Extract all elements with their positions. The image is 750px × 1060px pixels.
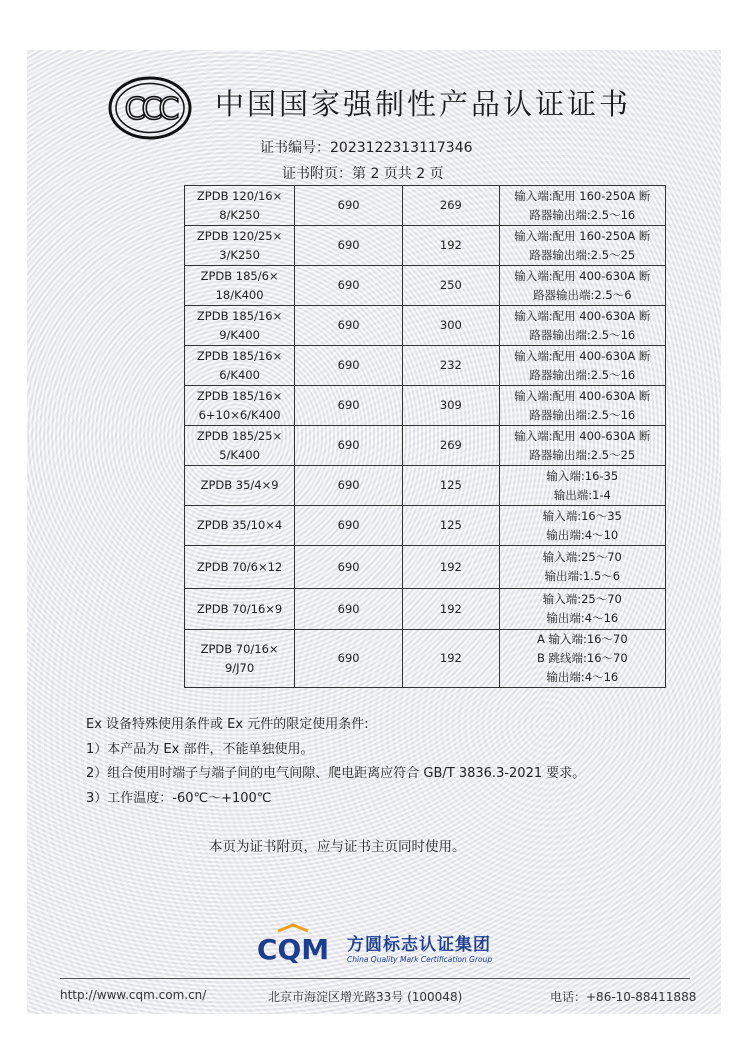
wire-range-cell xyxy=(499,546,665,589)
condition-line: 1）本产品为 Ex 部件，不能单独使用。 xyxy=(86,741,314,757)
wire-range-cell-line: A 输入端:16～70 xyxy=(536,632,628,646)
table-row xyxy=(185,186,666,226)
wire-range-cell xyxy=(499,306,665,346)
certificate-title: 中国国家强制性产品认证证书 xyxy=(215,87,632,121)
model-cell-line: 8/K250 xyxy=(219,207,260,222)
model-cell-line: 5/K400 xyxy=(219,447,260,462)
model-cell-line: ZPDB 185/6× xyxy=(200,268,279,283)
model-cell-line: ZPDB 35/4×9 xyxy=(200,478,279,492)
wire-range-cell-line: 输出端:4～16 xyxy=(546,670,619,684)
model-cell xyxy=(185,266,295,306)
current-cell: 192 xyxy=(403,546,499,589)
model-cell-line: 6+10×6/K400 xyxy=(198,407,281,422)
wire-range-cell-line: 路器输出端:2.5～16 xyxy=(529,407,636,422)
wire-range-cell-line: B 跳线端:16～70 xyxy=(536,651,628,665)
voltage-cell: 690 xyxy=(295,589,403,630)
product-spec-table xyxy=(184,185,666,688)
wire-range-cell-line: 输出端:1-4 xyxy=(553,487,611,502)
wire-range-cell xyxy=(499,589,665,630)
wire-range-cell-line: 输入端:配用 400-630A 断 xyxy=(514,268,651,283)
wire-range-cell-line: 输入端:配用 400-630A 断 xyxy=(514,348,651,363)
annex-note: 本页为证书附页，应与证书主页同时使用。 xyxy=(209,839,466,855)
current-cell: 269 xyxy=(403,426,499,466)
model-cell-line: 9/J70 xyxy=(224,660,255,675)
wire-range-cell-line: 输入端:16-35 xyxy=(546,468,619,483)
wire-range-cell xyxy=(499,506,665,546)
certificate-number-label: 证书编号： xyxy=(260,140,330,156)
table-row xyxy=(185,226,666,266)
model-cell xyxy=(185,589,295,630)
model-cell-line: ZPDB 185/16× xyxy=(196,308,283,323)
wire-range-cell-line: 输入端:25～70 xyxy=(542,592,622,606)
model-cell-line: ZPDB 70/16×9 xyxy=(196,601,283,616)
voltage-cell: 690 xyxy=(295,506,403,546)
model-cell-line: 18/K400 xyxy=(215,287,264,302)
model-cell-line: ZPDB 70/6×12 xyxy=(196,559,283,574)
wire-range-cell xyxy=(499,630,665,688)
model-cell xyxy=(185,186,295,226)
ccc-mark-logo xyxy=(108,76,192,140)
wire-range-cell-line: 路器输出端:2.5～25 xyxy=(529,447,636,462)
current-cell: 232 xyxy=(403,346,499,386)
condition-line: Ex 设备特殊使用条件或 Ex 元件的限定使用条件: xyxy=(86,717,369,732)
wire-range-cell-line: 输入端:配用 400-630A 断 xyxy=(514,388,651,403)
issuer-name-cn: 方圆标志认证集团 xyxy=(347,935,491,955)
wire-range-cell-line: 输入端:配用 400-630A 断 xyxy=(514,308,651,323)
model-cell-line: ZPDB 185/16× xyxy=(196,348,283,363)
wire-range-cell xyxy=(499,186,665,226)
current-cell: 125 xyxy=(403,466,499,506)
table-row xyxy=(185,589,666,630)
table-row xyxy=(185,306,666,346)
model-cell xyxy=(185,306,295,346)
current-cell: 192 xyxy=(403,226,499,266)
model-cell-line: ZPDB 120/16× xyxy=(196,188,283,203)
page-info-value: 第 2 页共 2 页 xyxy=(352,166,444,182)
model-cell xyxy=(185,466,295,506)
current-cell: 192 xyxy=(403,630,499,688)
footer-website-link[interactable]: http://www.cqm.com.cn/ xyxy=(60,988,207,1002)
model-cell-line: ZPDB 35/10×4 xyxy=(196,518,283,532)
wire-range-cell-line: 路器输出端:2.5～16 xyxy=(529,367,636,382)
voltage-cell: 690 xyxy=(295,426,403,466)
model-cell xyxy=(185,506,295,546)
current-cell: 125 xyxy=(403,506,499,546)
wire-range-cell-line: 输入端:25～70 xyxy=(542,550,622,564)
wire-range-cell-line: 输出端:4～10 xyxy=(546,527,619,542)
wire-range-cell-line: 路器输出端:2.5～25 xyxy=(529,247,636,262)
cqm-logo xyxy=(248,923,338,963)
voltage-cell: 690 xyxy=(295,226,403,266)
wire-range-cell xyxy=(499,426,665,466)
wire-range-cell-line: 输入端:配用 160-250A 断 xyxy=(514,188,651,203)
voltage-cell: 690 xyxy=(295,346,403,386)
table-row xyxy=(185,546,666,589)
wire-range-cell-line: 输入端:16～35 xyxy=(542,508,622,523)
model-cell-line: ZPDB 185/16× xyxy=(196,388,283,403)
model-cell-line: ZPDB 120/25× xyxy=(196,228,283,243)
footer-address: 北京市海淀区增光路33号 (100048) xyxy=(268,990,463,1004)
model-cell xyxy=(185,226,295,266)
voltage-cell: 690 xyxy=(295,630,403,688)
wire-range-cell xyxy=(499,466,665,506)
table-row xyxy=(185,506,666,546)
wire-range-cell-line: 路器输出端:2.5～16 xyxy=(529,327,636,342)
wire-range-cell-line: 输出端:1.5～6 xyxy=(544,569,621,583)
voltage-cell: 690 xyxy=(295,546,403,589)
wire-range-cell xyxy=(499,266,665,306)
table-row xyxy=(185,630,666,688)
wire-range-cell-line: 输出端:4～16 xyxy=(546,611,619,625)
voltage-cell: 690 xyxy=(295,266,403,306)
current-cell: 300 xyxy=(403,306,499,346)
wire-range-cell xyxy=(499,346,665,386)
cqm-logo-text: CQM xyxy=(256,933,330,963)
wire-range-cell xyxy=(499,226,665,266)
model-cell xyxy=(185,630,295,688)
table-row xyxy=(185,386,666,426)
wire-range-cell xyxy=(499,386,665,426)
model-cell xyxy=(185,386,295,426)
model-cell-line: ZPDB 70/16× xyxy=(200,641,279,656)
wire-range-cell-line: 路器输出端:2.5～6 xyxy=(533,287,632,302)
certificate-page-info xyxy=(282,163,444,183)
certificate-number-value: 2023122313117346 xyxy=(330,140,473,156)
ccc-logo-text: CCC xyxy=(124,92,176,127)
current-cell: 192 xyxy=(403,589,499,630)
model-cell xyxy=(185,426,295,466)
wire-range-cell-line: 路器输出端:2.5～16 xyxy=(529,207,636,222)
footer-divider xyxy=(60,978,690,979)
table-row xyxy=(185,346,666,386)
voltage-cell: 690 xyxy=(295,306,403,346)
model-cell xyxy=(185,346,295,386)
table-row xyxy=(185,466,666,506)
current-cell: 269 xyxy=(403,186,499,226)
certificate-number xyxy=(260,137,473,157)
wire-range-cell-line: 输入端:配用 160-250A 断 xyxy=(514,228,651,243)
model-cell-line: 6/K400 xyxy=(219,367,260,382)
special-conditions xyxy=(86,713,585,811)
model-cell xyxy=(185,546,295,589)
condition-line: 3）工作温度：-60℃～+100℃ xyxy=(86,790,272,806)
model-cell-line: ZPDB 185/25× xyxy=(196,428,283,443)
current-cell: 309 xyxy=(403,386,499,426)
voltage-cell: 690 xyxy=(295,386,403,426)
table-row xyxy=(185,266,666,306)
table-row xyxy=(185,426,666,466)
footer-telephone: 电话：+86-10-88411888 xyxy=(550,990,697,1004)
issuer-name-en: China Quality Mark Certification Group xyxy=(347,955,493,964)
model-cell-line: 3/K250 xyxy=(219,247,260,262)
voltage-cell: 690 xyxy=(295,466,403,506)
voltage-cell: 690 xyxy=(295,186,403,226)
page-info-label: 证书附页： xyxy=(282,166,352,182)
condition-line: 2）组合使用时端子与端子间的电气间隙、爬电距离应符合 GB/T 3836.3-2021 要求。 xyxy=(86,766,586,781)
model-cell-line: 9/K400 xyxy=(219,327,260,342)
current-cell: 250 xyxy=(403,266,499,306)
wire-range-cell-line: 输入端:配用 400-630A 断 xyxy=(514,428,651,443)
